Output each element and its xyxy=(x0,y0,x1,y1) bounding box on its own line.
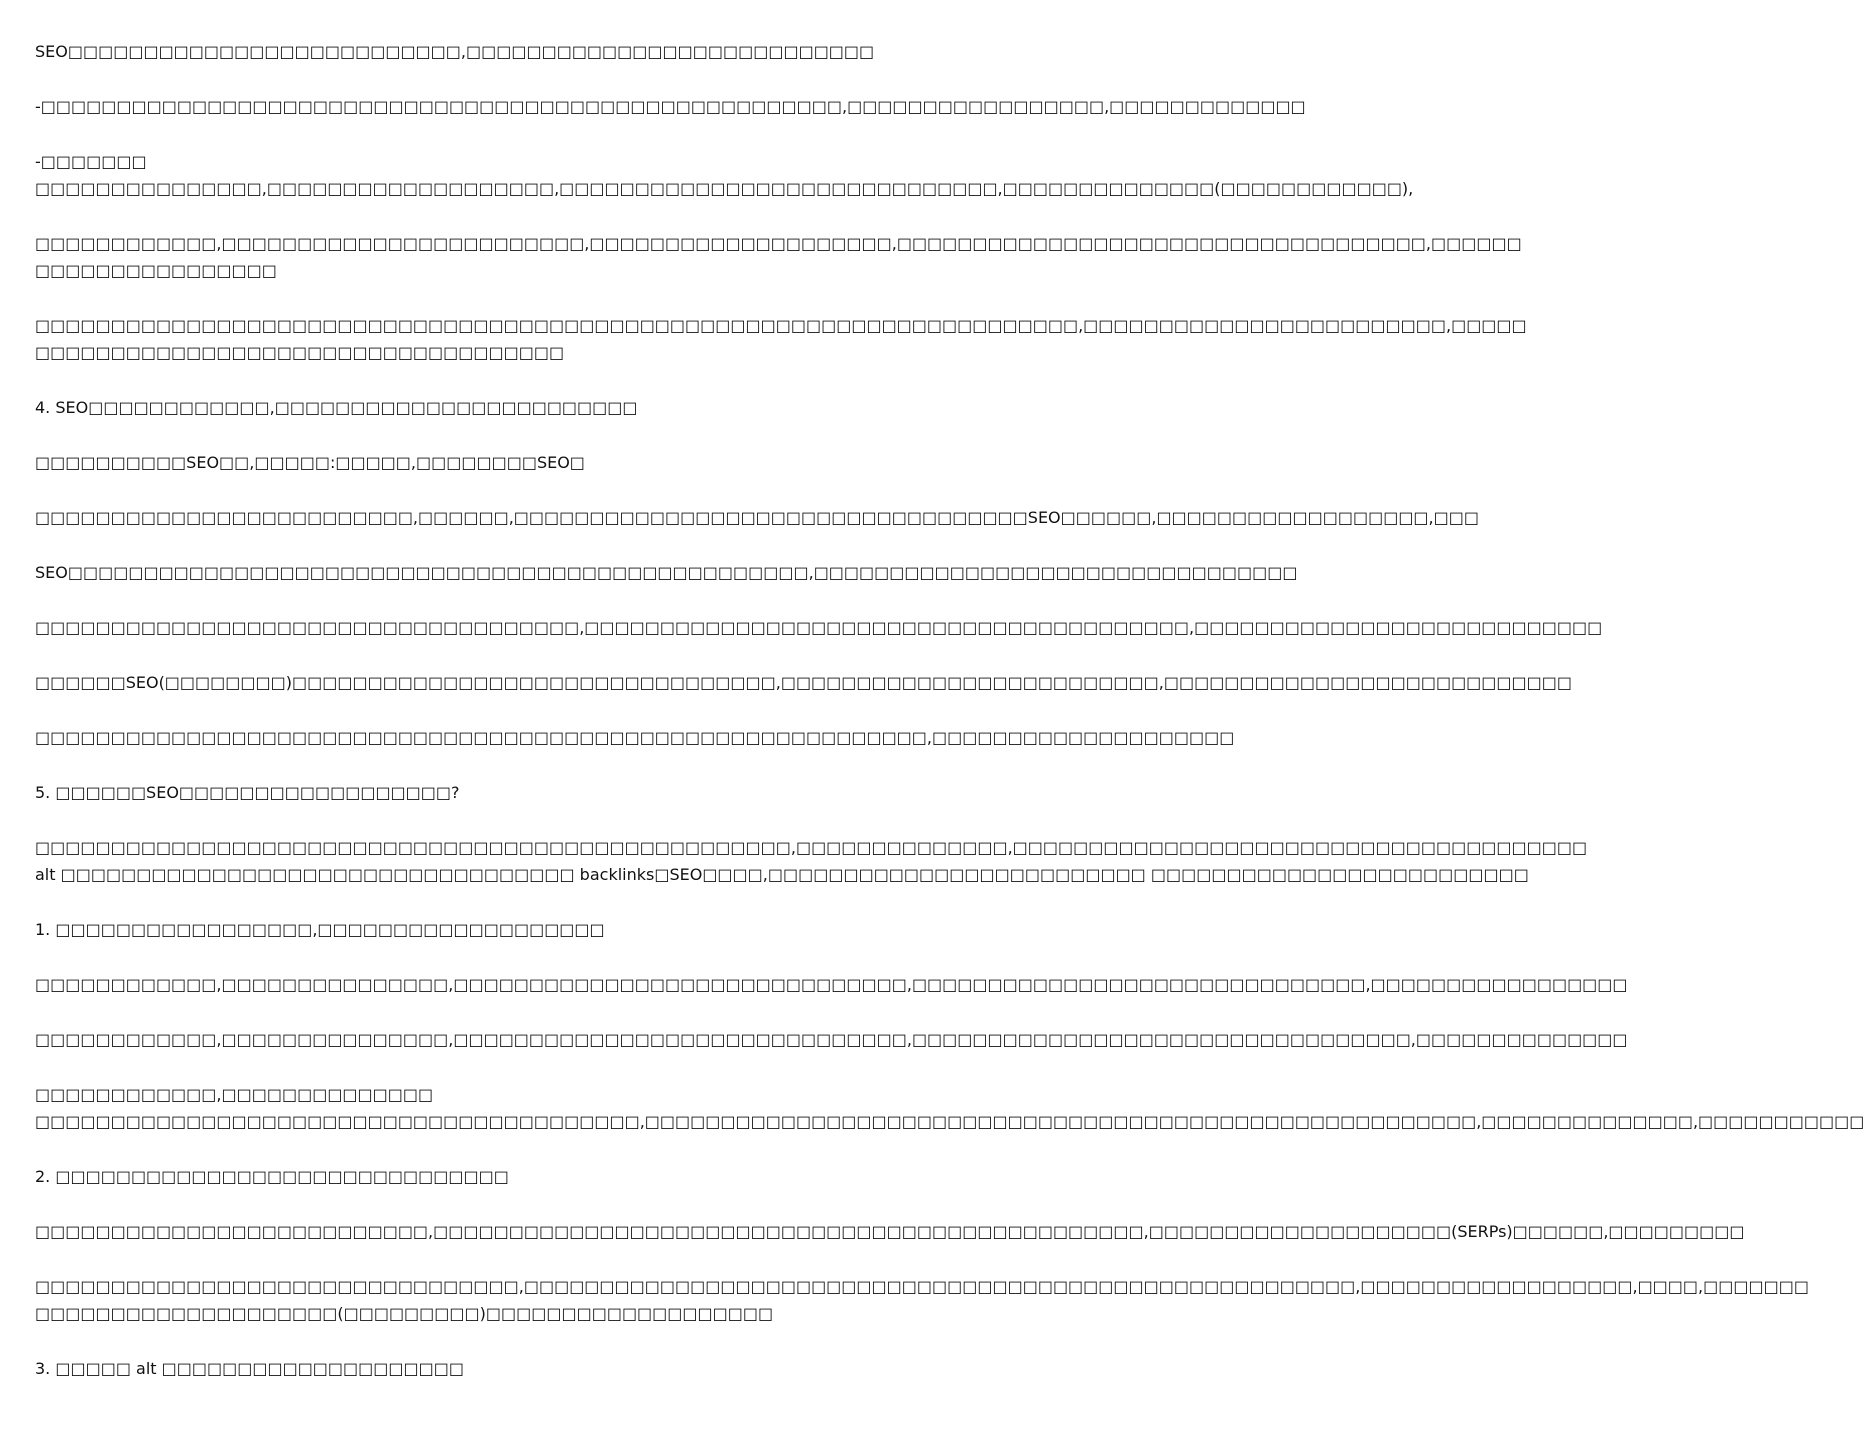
text-line: alt □□□□□□□□□□□□□□□□□□□□□□□□□□□□□□□□□□ backlinks□SEO□□□□,□□□□□□□□□□□□□□□□□□□□□□□□□ □□□□□□□□□□□□□□□□□□□□□□□□□ xyxy=(35,865,1529,884)
text-line: 5. □□□□□□SEO□□□□□□□□□□□□□□□□□□? xyxy=(35,783,460,802)
text-line: □□□□□□□□□□□□,□□□□□□□□□□□□□□ xyxy=(35,1085,434,1104)
paragraph xyxy=(35,449,990,476)
text-line: □□□□□□□□□□□□□□□□□□□□□□□□□□□□□□□□□□□□,□□□□□□□□□□□□□□□□□□□□□□□□□□□□□□□□□□□□□□□□,□□□□□□□□□□□□□□□□□□□□□□□□□□□ xyxy=(35,618,1603,637)
text-line: -□□□□□□□ xyxy=(35,152,147,171)
paragraph xyxy=(35,1355,990,1382)
paragraph xyxy=(35,1026,1628,1053)
text-line: □□□□□□□□□□□□□□□□□□□□□□□□□□,□□□□□□□□□□□□□□□□□□□□□□□□□□□□□□□□□□□□□□□□□□□□□□□,□□□□□□□□□□□□□□□□□□□□(SERPs)□□□□□□,□□□□□□□□□ xyxy=(35,1222,1745,1241)
paragraph xyxy=(35,38,990,65)
paragraph xyxy=(35,669,1572,696)
text-line: □□□□□□□□□□□□□□□□□□□□□□□□□□□□□□□□□□□ xyxy=(35,343,565,362)
text-line: □□□□□□□□□□□□,□□□□□□□□□□□□□□□,□□□□□□□□□□□□□□□□□□□□□□□□□□□□□□,□□□□□□□□□□□□□□□□□□□□□□□□□□□□□□□□□,□□□□□□□□□□□□□□ xyxy=(35,1030,1628,1049)
paragraph xyxy=(35,834,1588,888)
paragraph xyxy=(35,93,1306,120)
text-line: 1. □□□□□□□□□□□□□□□□□,□□□□□□□□□□□□□□□□□□□ xyxy=(35,920,605,939)
text-line: □□□□□□□□□□□□□□□,□□□□□□□□□□□□□□□□□□□,□□□□□□□□□□□□□□□□□□□□□□□□□□□□□,□□□□□□□□□□□□□□(□□□□□□□□□□□□), xyxy=(35,179,1414,198)
paragraph xyxy=(35,614,1603,641)
paragraph xyxy=(35,559,1298,586)
paragraph xyxy=(35,312,1527,366)
text-line: □□□□□□□□□□□□□□□□□□□□□□□□□□□□□□□□□□□□□□□□□□□□□□□□□□□□□□□□□□□□□□□□□□□□□,□□□□□□□□□□□□□□□□□□□□□□□□,□□□□□ xyxy=(35,316,1527,335)
paragraph xyxy=(35,230,1522,284)
text-line: □□□□□□□□□□□□□□□□ xyxy=(35,261,277,280)
text-line: □□□□□□□□□□□□□□□□□□□□□□□□□□□□□□□□□□□□□□□□□□□□□□□□□□□□□□□□□□□,□□□□□□□□□□□□□□□□□□□□ xyxy=(35,728,1235,747)
text-line: □□□□□□□□□□□□□□□□□□□□□□□□□□□□□□□□□□□□□□□□□□□□□□□□□□,□□□□□□□□□□□□□□,□□□□□□□□□□□□□□□□□□□□□□□□□□□□□□□□□□□□□□ xyxy=(35,838,1588,857)
text-line: □□□□□□SEO(□□□□□□□□)□□□□□□□□□□□□□□□□□□□□□□□□□□□□□□□□,□□□□□□□□□□□□□□□□□□□□□□□□□,□□□□□□□□□□□□□□□□□□□□□□□□□□□ xyxy=(35,673,1572,692)
paragraph xyxy=(35,148,1414,202)
text-line: □□□□□□□□□□□□,□□□□□□□□□□□□□□□,□□□□□□□□□□□□□□□□□□□□□□□□□□□□□□,□□□□□□□□□□□□□□□□□□□□□□□□□□□□□□,□□□□□□□□□□□□□□□□□ xyxy=(35,975,1628,994)
paragraph xyxy=(35,971,1628,998)
text-line: 3. □□□□□ alt □□□□□□□□□□□□□□□□□□□□ xyxy=(35,1359,464,1378)
paragraph xyxy=(35,779,990,806)
text-line: 2. □□□□□□□□□□□□□□□□□□□□□□□□□□□□□□ xyxy=(35,1167,509,1186)
paragraph xyxy=(35,1163,990,1190)
text-line: SEO□□□□□□□□□□□□□□□□□□□□□□□□□□□□□□□□□□□□□□□□□□□□□□□□□,□□□□□□□□□□□□□□□□□□□□□□□□□□□□□□□□ xyxy=(35,563,1298,582)
paragraph xyxy=(35,1081,1864,1135)
paragraph xyxy=(35,1218,1745,1245)
text-line: □□□□□□□□□□□□□□□□□□□□□□□□□□□□□□□□,□□□□□□□□□□□□□□□□□□□□□□□□□□□□□□□□□□□□□□□□□□□□□□□□□□□□□□□,□□□□□□□□□□□□□□□□□□,□□□□,□□□□□□□ xyxy=(35,1277,1809,1296)
paragraph xyxy=(35,504,1479,531)
text-line: □□□□□□□□□□□□□□□□□□□□□□□□□□□□□□□□□□□□□□□□,□□□□□□□□□□□□□□□□□□□□□□□□□□□□□□□□□□□□□□□□□□□□□□□□□□□□□□□,□□□□□□□□□□□□□□,□□□□□□□□□□□ xyxy=(35,1112,1864,1131)
text-line: -□□□□□□□□□□□□□□□□□□□□□□□□□□□□□□□□□□□□□□□□□□□□□□□□□□□□□,□□□□□□□□□□□□□□□□□,□□□□□□□□□□□□□ xyxy=(35,97,1306,116)
text-line: □□□□□□□□□□SEO□□,□□□□□:□□□□□,□□□□□□□□SEO□ xyxy=(35,453,585,472)
document-page xyxy=(35,38,1864,1410)
text-line: □□□□□□□□□□□□□□□□□□□□(□□□□□□□□□)□□□□□□□□□□□□□□□□□□□ xyxy=(35,1304,774,1323)
paragraph xyxy=(35,724,1235,751)
text-line: 4. SEO□□□□□□□□□□□□,□□□□□□□□□□□□□□□□□□□□□□□□ xyxy=(35,398,638,417)
paragraph xyxy=(35,916,990,943)
paragraph xyxy=(35,394,990,421)
text-line: □□□□□□□□□□□□□□□□□□□□□□□□□,□□□□□□,□□□□□□□□□□□□□□□□□□□□□□□□□□□□□□□□□□SEO□□□□□□,□□□□□□□□□□□□□□□□□□,□□□ xyxy=(35,508,1479,527)
text-line: SEO□□□□□□□□□□□□□□□□□□□□□□□□□□,□□□□□□□□□□□□□□□□□□□□□□□□□□□ xyxy=(35,42,875,61)
paragraph xyxy=(35,1273,1809,1327)
text-line: □□□□□□□□□□□□,□□□□□□□□□□□□□□□□□□□□□□□□,□□□□□□□□□□□□□□□□□□□□,□□□□□□□□□□□□□□□□□□□□□□□□□□□□□□□□□□□,□□□□□□ xyxy=(35,234,1522,253)
